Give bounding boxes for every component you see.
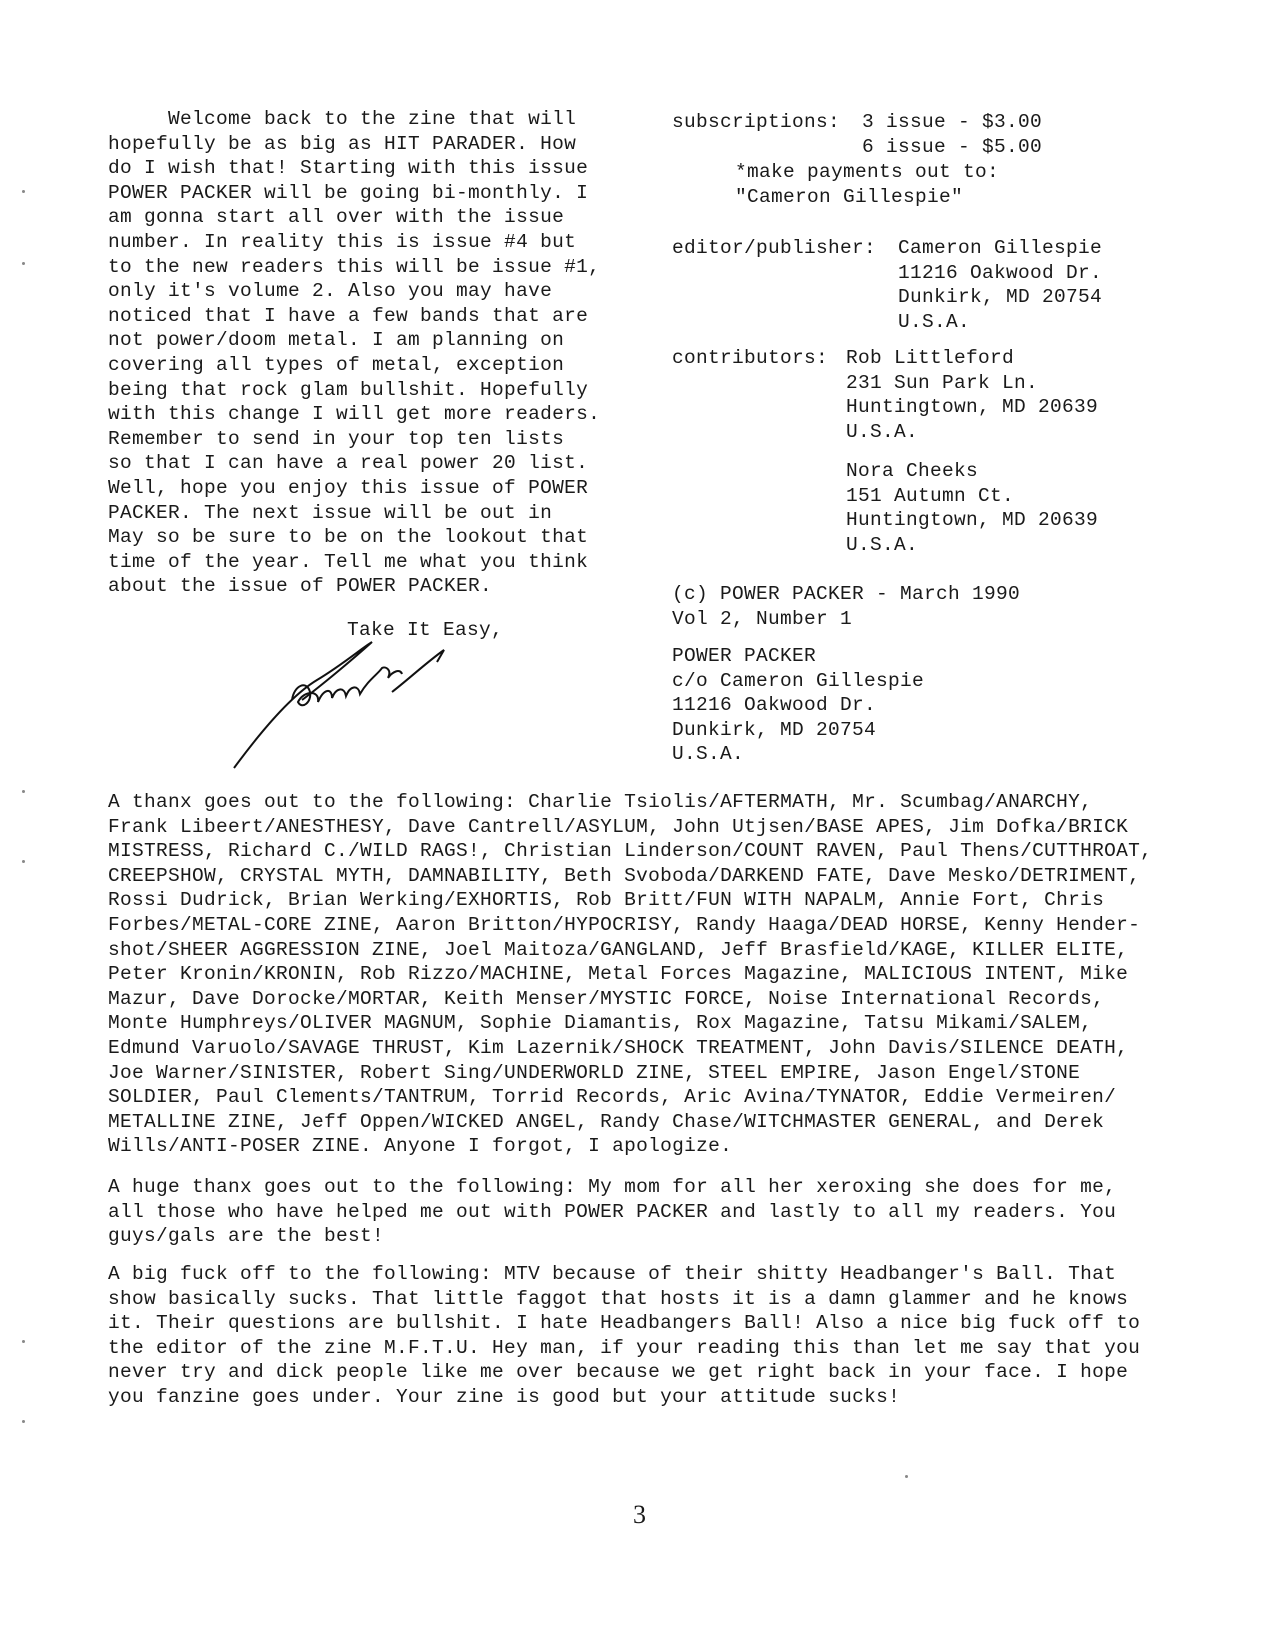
speck (22, 190, 25, 193)
speck (22, 262, 25, 265)
text-line: May so be sure to be on the lookout that (108, 526, 589, 549)
text-line: POWER PACKER (672, 645, 817, 667)
text-line: covering all types of metal, exception (108, 353, 565, 376)
text-line: it. Their questions are bullshit. I hate Headbangers Ball! Also a nice big fuck off to (108, 1312, 1141, 1335)
text-line: never try and dick people like me over because we get right back in your face. I hope (108, 1361, 1129, 1384)
text-line: Rossi Dudrick, Brian Werking/EXHORTIS, Rob Britt/FUN WITH NAPALM, Annie Fort, Chris (108, 889, 1105, 912)
text-line: with this change I will get more readers. (108, 403, 601, 426)
huge-thanks-paragraph (108, 1175, 1116, 1249)
text-line: to the new readers this will be issue #1, (108, 255, 601, 278)
subscriptions-label: subscriptions: (672, 111, 841, 133)
page-number: 3 (633, 1500, 646, 1529)
speck (22, 1420, 25, 1423)
text-line: about the issue of POWER PACKER. (108, 575, 493, 598)
text-line: U.S.A. (898, 310, 971, 333)
text-line: U.S.A. (672, 743, 745, 766)
text-line: Nora Cheeks (846, 460, 979, 482)
text-line: POWER PACKER will be going bi-monthly. I (108, 181, 589, 204)
mailing-address (672, 644, 924, 767)
copyright-notice (672, 582, 1020, 631)
text-line: not power/doom metal. I am planning on (108, 329, 565, 352)
contributor-address (846, 459, 1098, 557)
speck (22, 860, 25, 863)
editor-address (898, 236, 1102, 334)
fuck-off-paragraph (108, 1262, 1140, 1410)
text-line: being that rock glam bullshit. Hopefully (108, 378, 589, 401)
text-line: Well, hope you enjoy this issue of POWER (108, 476, 589, 499)
text-line: show basically sucks. That little faggot that hosts it is a damn glammer and he knows (108, 1287, 1129, 1310)
text-line: am gonna start all over with the issue (108, 206, 565, 229)
text-line: "Cameron Gillespie" (735, 185, 964, 208)
handwritten-signature (232, 640, 462, 770)
text-line: Wills/ANTI-POSER ZINE. Anyone I forgot, I apologize. (108, 1135, 733, 1158)
text-line: A big fuck off to the following: MTV because of their shitty Headbanger's Ball. That (108, 1263, 1117, 1285)
signoff: Take It Easy, (347, 619, 504, 641)
text-line: METALLINE ZINE, Jeff Oppen/WICKED ANGEL, Randy Chase/WITCHMASTER GENERAL, and Derek (108, 1110, 1105, 1133)
speck (22, 1340, 25, 1343)
text-line: MISTRESS, Richard C./WILD RAGS!, Christian Linderson/COUNT RAVEN, Paul Thens/CUTTHROAT, (108, 840, 1153, 863)
text-line: SOLDIER, Paul Clements/TANTRUM, Torrid Records, Aric Avina/TYNATOR, Eddie Vermeiren/ (108, 1086, 1117, 1109)
text-line: shot/SHEER AGGRESSION ZINE, Joel Maitoza/GANGLAND, Jeff Brasfield/KAGE, KILLER ELITE, (108, 938, 1129, 961)
text-line: Rob Littleford (846, 347, 1015, 369)
text-line: PACKER. The next issue will be out in (108, 501, 553, 524)
text-line: CREEPSHOW, CRYSTAL MYTH, DAMNABILITY, Beth Svoboda/DARKEND FATE, Dave Mesko/DETRIMENT, (108, 864, 1141, 887)
text-line: Dunkirk, MD 20754 (672, 718, 877, 741)
text-line: A huge thanx goes out to the following: My mom for all her xeroxing she does for me, (108, 1176, 1117, 1198)
text-line: Joe Warner/SINISTER, Robert Sing/UNDERWORLD ZINE, STEEL EMPIRE, Jason Engel/STONE (108, 1061, 1081, 1084)
welcome-paragraph (108, 107, 600, 599)
text-line: A thanx goes out to the following: Charlie Tsiolis/AFTERMATH, Mr. Scumbag/ANARCHY, (108, 791, 1093, 813)
text-line: U.S.A. (846, 420, 919, 443)
text-line: so that I can have a real power 20 list. (108, 452, 589, 475)
text-line: Huntingtown, MD 20639 (846, 509, 1099, 532)
speck (22, 790, 25, 793)
text-line: Mazur, Dave Dorocke/MORTAR, Keith Menser/MYSTIC FORCE, Noise International Records, (108, 987, 1105, 1010)
text-line: Cameron Gillespie (898, 237, 1103, 259)
contributors-label: contributors: (672, 347, 829, 369)
text-line: the editor of the zine M.F.T.U. Hey man, if your reading this than let me say that you (108, 1336, 1141, 1359)
text-line: 151 Autumn Ct. (846, 484, 1015, 507)
text-line: Peter Kronin/KRONIN, Rob Rizzo/MACHINE, Metal Forces Magazine, MALICIOUS INTENT, Mike (108, 963, 1129, 986)
speck (905, 1475, 908, 1478)
text-line: number. In reality this is issue #4 but (108, 230, 577, 253)
text-line: 3 issue - $3.00 (862, 111, 1043, 133)
text-line: only it's volume 2. Also you may have (108, 280, 553, 303)
subscription-prices (862, 110, 1042, 159)
text-line: Monte Humphreys/OLIVER MAGNUM, Sophie Diamantis, Rox Magazine, Tatsu Mikami/SALEM, (108, 1012, 1093, 1035)
text-line: Dunkirk, MD 20754 (898, 286, 1103, 309)
text-line: 231 Sun Park Ln. (846, 371, 1039, 394)
text-line: do I wish that! Starting with this issue (108, 157, 589, 180)
text-line: noticed that I have a few bands that are (108, 304, 589, 327)
editor-label: editor/publisher: (672, 237, 877, 259)
text-line: hopefully be as big as HIT PARADER. How (108, 132, 577, 155)
text-line: Forbes/METAL-CORE ZINE, Aaron Britton/HYPOCRISY, Randy Haaga/DEAD HORSE, Kenny Hender- (108, 913, 1141, 936)
text-line: you fanzine goes under. Your zine is good but your attitude sucks! (108, 1385, 901, 1408)
contributor-address (846, 346, 1098, 444)
text-line: Frank Libeert/ANESTHESY, Dave Cantrell/ASYLUM, John Utjsen/BASE APES, Jim Dofka/BRICK (108, 815, 1129, 838)
text-line: U.S.A. (846, 533, 919, 556)
text-line: time of the year. Tell me what you think (108, 550, 589, 573)
text-line: (c) POWER PACKER - March 1990 (672, 583, 1021, 605)
text-line: Welcome back to the zine that will (108, 108, 577, 130)
text-line: all those who have helped me out with POWER PACKER and lastly to all my readers. You (108, 1200, 1117, 1223)
thanks-paragraph (108, 790, 1152, 1159)
text-line: 11216 Oakwood Dr. (672, 694, 877, 717)
text-line: Vol 2, Number 1 (672, 607, 853, 630)
text-line: guys/gals are the best! (108, 1225, 385, 1248)
text-line: Huntingtown, MD 20639 (846, 396, 1099, 419)
text-line: Remember to send in your top ten lists (108, 427, 565, 450)
text-line: 11216 Oakwood Dr. (898, 261, 1103, 284)
text-line: Edmund Varuolo/SAVAGE THRUST, Kim Lazernik/SHOCK TREATMENT, John Davis/SILENCE DEATH, (108, 1036, 1129, 1059)
text-line: c/o Cameron Gillespie (672, 669, 925, 692)
text-line: 6 issue - $5.00 (862, 135, 1043, 158)
text-line: *make payments out to: (735, 161, 1000, 183)
payment-instructions (735, 160, 999, 209)
